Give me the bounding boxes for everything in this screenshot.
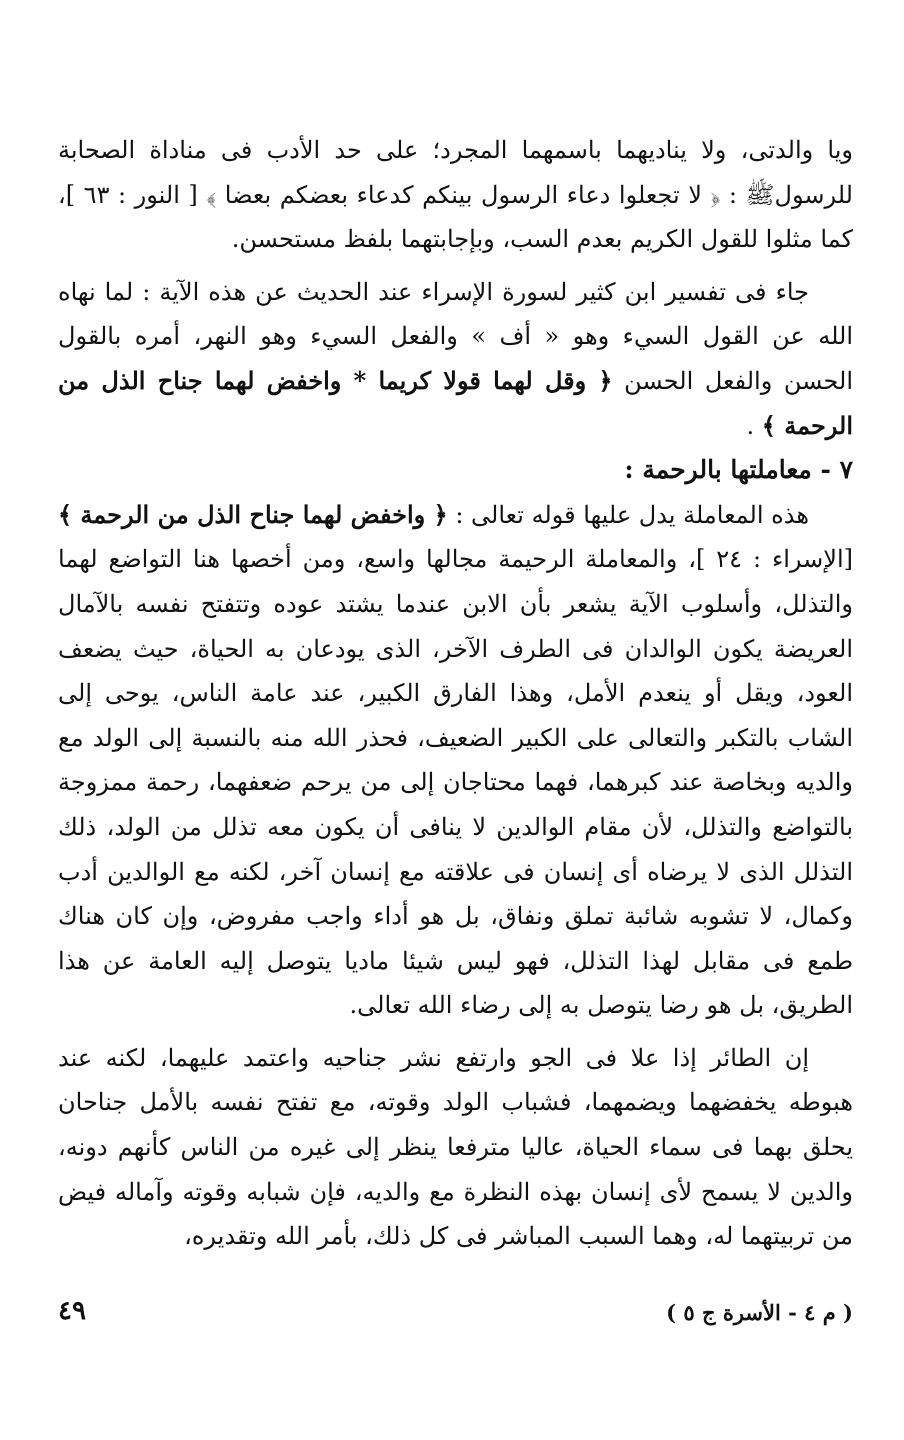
paragraph-2-end: .	[746, 411, 762, 440]
page-number: ٤٩	[58, 1296, 86, 1326]
document-page	[58, 128, 853, 1388]
paragraph-2-text: جاء فى تفسير ابن كثير لسورة الإسراء عند الحديث عن هذه الآية : لما نهاه الله عن القول السيء وهو « أف » والفعل السيء وهو النهر، أمره بالقول الحسن والفعل الحسن	[58, 277, 853, 395]
paragraph-4-text: إن الطائر إذا علا فى الجو وارتفع نشر جناحيه واعتمد عليهما، لكنه عند هبوطه يخفضهما ويضمهما، فشباب الولد وقوته، مع تفتح نفسه بالأمل جناحان يحلق بهما فى سماء الحياة، عاليا مترفعا ينظر إلى غيره من الناس كأنهم دونه، والدين لا يسمح لأى إنسان بهذه النظرة مع والديه، فإن شبابه وقوته وآماله فيض من تربيتهما له، وهما السبب المباشر فى كل ذلك، بأمر الله وتقديره،	[58, 1043, 854, 1251]
paragraph-gap	[58, 262, 853, 270]
paragraph-4	[58, 1036, 853, 1259]
quran-verse: ﴿ واخفض لهما جناح الذل من الرحمة ﴾	[58, 499, 448, 529]
paragraph-3	[58, 493, 853, 1028]
section-heading: ٧ - معاملتها بالرحمة :	[624, 455, 853, 485]
paragraph-1-text: ويا والدتى، ولا يناديهما باسمهما المجرد؛ على حد الأدب فى مناداة الصحابة للرسولﷺ : ﴿ لا تجعلوا دعاء الرسول بينكم كدعاء بعضكم بعضا ﴾ [ النور : ٦٣ ]، كما مثلوا للقول الكريم بعدم السب، وبإجابتهما بلفظ مستحسن.	[58, 136, 853, 254]
paragraph-3-text: [الإسراء : ٢٤ ]، والمعاملة الرحيمة مجالها واسع، ومن أخصها هنا التواضع لهما والتذلل، وأسلوب الآية يشعر بأن الابن عندما يشتد عوده وتتفتح نفسه بالآمال العريضة يكون الوالدان فى الطرف الآخر، الذى يودعان به الحياة، حيث يضعف العود، ويقل أو ينعدم الأمل، وهذا الفارق الكبير، عند عامة الناس، يوحى إلى الشاب بالتكبر والتعالى على الكبير الضعيف، فحذر الله منه بالنسبة إلى الولد مع والديه وبخاصة عند كبرهما، فهما محتاجان إلى من يرحم ضعفهما، رحمة ممزوجة بالتواضع والتذلل، لأن مقام الوالدين لا ينافى أن يكون معه تذلل من الولد، ذلك التذلل الذى لا يرضاه أى إنسان فى علاقته مع إنسان آخر، لكنه مع الوالدين أدب وكمال، لا تشوبه شائبة تملق ونفاق، بل هو أداء واجب مفروض، وإن كان هناك طمع فى مقابل لهذا التذلل، فهو ليس شيئا ماديا يتوصل إليه العامة عن هذا الطريق، بل هو رضا يتوصل به إلى رضاء الله تعالى.	[58, 545, 853, 1020]
paragraph-2	[58, 270, 853, 448]
quran-verse: ﴿ وقل لهما قولا كريما * واخفض لهما جناح الذل من الرحمة ﴾	[58, 365, 853, 440]
page-footer	[58, 1296, 853, 1340]
paragraph-1	[58, 128, 853, 262]
footer-note: ( م ٤ - الأسرة ج ٥ )	[666, 1300, 853, 1325]
paragraph-3-intro: هذه المعاملة يدل عليها قوله تعالى :	[447, 500, 809, 529]
paragraph-gap	[58, 1028, 853, 1036]
